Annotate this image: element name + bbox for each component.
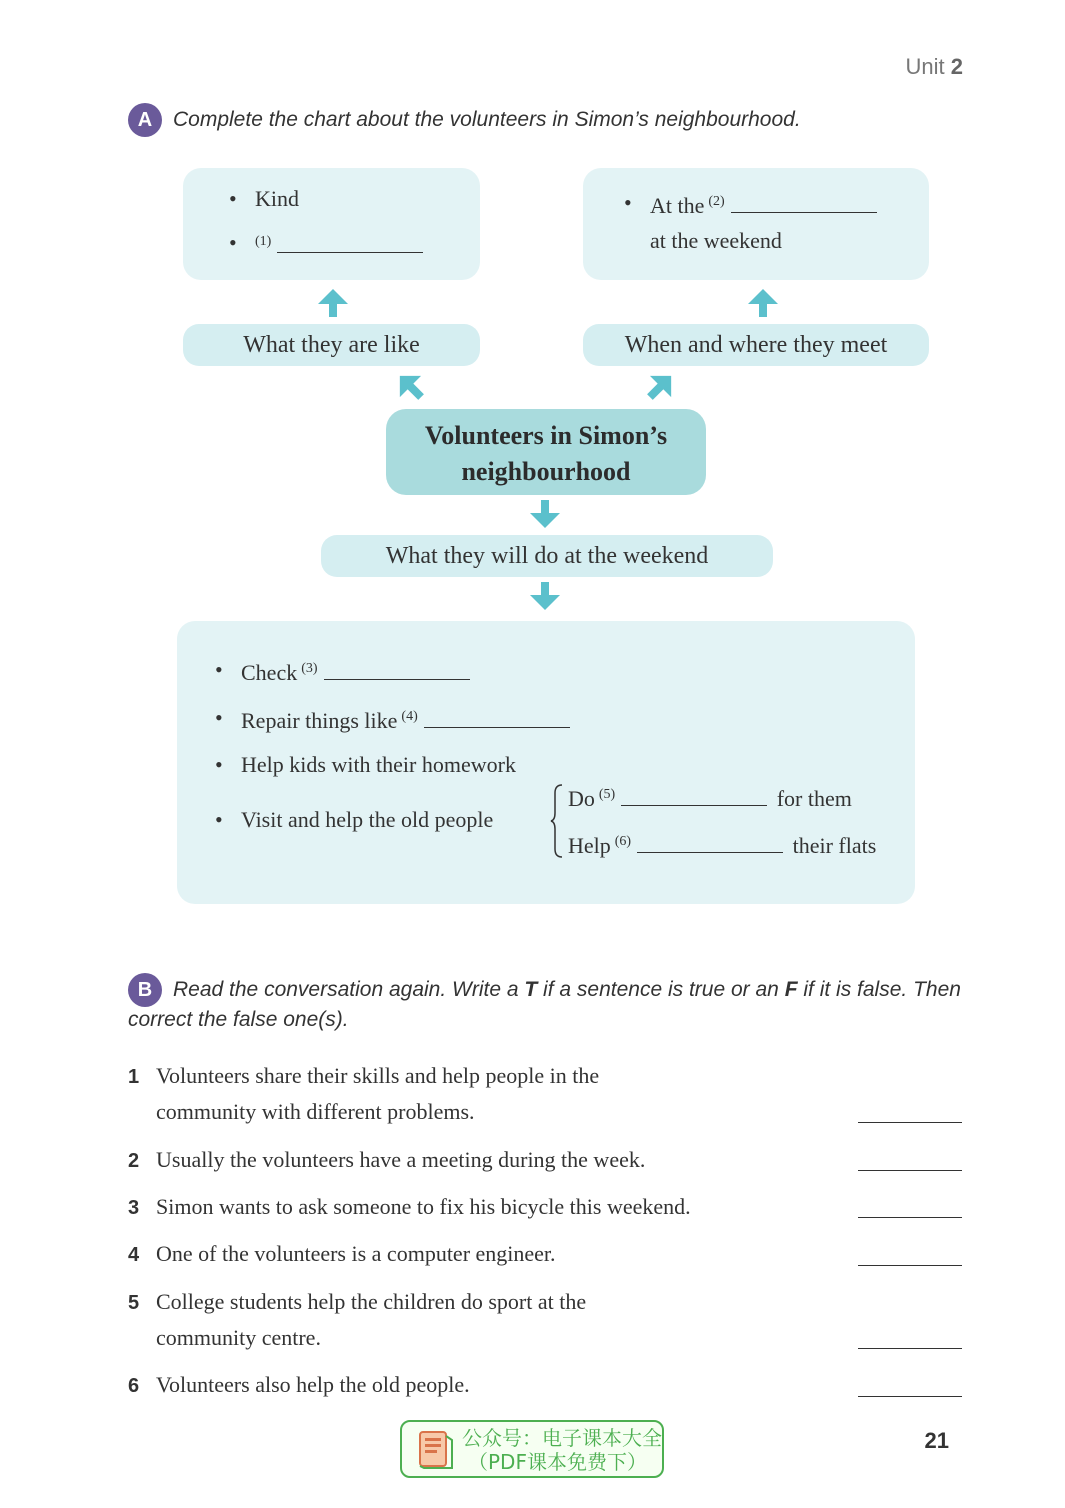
arrow-diagonal-left: [389, 365, 431, 407]
arrow-down-center-2: [530, 582, 560, 610]
center-topic-line1: Volunteers in Simon’s: [424, 421, 668, 450]
meeting-place-item: • At the $^{(2)}$: [650, 190, 877, 219]
activity-homework: • Help kids with their homework: [241, 752, 516, 778]
section-b-instruction-cont: correct the false one(s).: [128, 1008, 349, 1031]
brace-icon: [550, 783, 564, 859]
question-4: 4 One of the volunteers is a computer engineer.: [128, 1241, 556, 1266]
answer-5[interactable]: [858, 1326, 962, 1349]
answer-2[interactable]: [858, 1148, 962, 1171]
arrow-up-right-box: [748, 289, 778, 317]
watermark-line2: （PDF课本免费下）: [468, 1450, 647, 1474]
label-when-where-meet: When and where they meet: [583, 324, 929, 366]
question-2: 2 Usually the volunteers have a meeting during the week.: [128, 1147, 646, 1172]
unit-number: 2: [950, 54, 963, 79]
arrow-up-left-box: [318, 289, 348, 317]
page-number: 21: [924, 1428, 949, 1453]
label-what-they-are-like: What they are like: [183, 324, 480, 366]
meeting-time: at the weekend: [650, 228, 782, 253]
unit-label: Unit 2: [905, 54, 963, 79]
activities-box: [177, 621, 915, 904]
section-b-badge: B: [128, 973, 162, 1007]
blank-5[interactable]: [621, 783, 767, 806]
question-5: 5 College students help the children do sport at the community centre.: [128, 1289, 587, 1350]
blank-3[interactable]: [324, 657, 470, 680]
quality-blank-1: • $^{(1)}$: [255, 230, 423, 259]
answer-1[interactable]: [858, 1100, 962, 1123]
section-b-instruction: Read the conversation again. Write a T if a sentence is true or an F if it is false. Then: [173, 978, 961, 1001]
question-1: 1 Volunteers share their skills and help people in the community with different problems.: [128, 1063, 600, 1124]
label-weekend-activities: What they will do at the weekend: [321, 535, 773, 577]
section-a-badge: A: [128, 103, 162, 137]
arrow-diagonal-right: [639, 365, 681, 407]
watermark-line1: 公众号：电子课本大全: [462, 1426, 662, 1450]
watermark-badge: [400, 1420, 664, 1478]
book-icon: [416, 1428, 456, 1472]
sub-activity-help: Help $^{(6)}$ their flats: [568, 830, 876, 859]
section-a-instruction: Complete the chart about the volunteers in Simon’s neighbourhood.: [173, 108, 801, 131]
activity-old-people: • Visit and help the old people: [241, 807, 493, 833]
answer-6[interactable]: [858, 1374, 962, 1397]
activity-repair: • Repair things like $^{(4)}$: [241, 705, 570, 734]
blank-4[interactable]: [424, 705, 570, 728]
sub-activity-do: Do $^{(5)}$ for them: [568, 783, 852, 812]
center-topic-line2: neighbourhood: [461, 457, 631, 486]
activity-check: • Check $^{(3)}$: [241, 657, 470, 686]
center-topic: [386, 409, 706, 495]
question-6: 6 Volunteers also help the old people.: [128, 1372, 470, 1397]
quality-kind: • Kind: [255, 186, 299, 212]
blank-6[interactable]: [637, 830, 783, 853]
answer-4[interactable]: [858, 1243, 962, 1266]
question-3: 3 Simon wants to ask someone to fix his bicycle this weekend.: [128, 1194, 691, 1219]
arrow-down-center-1: [530, 500, 560, 528]
answer-3[interactable]: [858, 1195, 962, 1218]
